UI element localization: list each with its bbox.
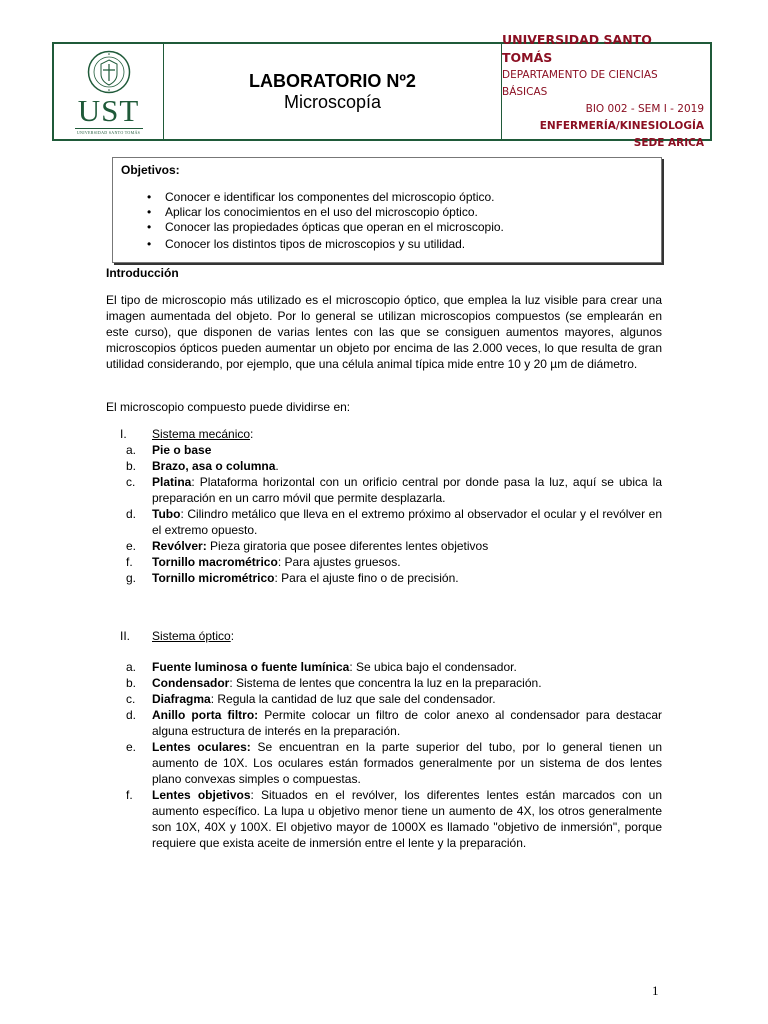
optical-label-colon: :	[230, 629, 235, 643]
optical-section	[106, 628, 662, 851]
item-letter: c.	[126, 692, 136, 706]
item-term: Lentes objetivos	[152, 788, 251, 802]
item-term: Lentes oculares:	[152, 740, 251, 754]
item-letter: e.	[126, 539, 137, 553]
optical-label-text: Sistema óptico	[152, 629, 231, 643]
item-letter: b.	[126, 676, 137, 690]
intro-division: El microscopio compuesto puede dividirse en:	[106, 400, 351, 414]
objective-item: • Conocer e identificar los componentes del microscopio óptico.	[147, 190, 661, 205]
optical-list	[106, 659, 662, 851]
mechanical-section	[106, 426, 662, 586]
logo	[54, 44, 164, 139]
item-description: : Regula la cantidad de luz que sale del condensador.	[210, 692, 496, 706]
item-description: Pieza giratoria que posee diferentes lentes objetivos	[206, 539, 489, 553]
objective-item: • Aplicar los conocimientos en el uso del microscopio óptico.	[147, 205, 661, 220]
item-term: Diafragma	[152, 692, 211, 706]
item-term: Platina	[152, 475, 192, 489]
item-term: Tubo	[152, 507, 181, 521]
campus-name: SEDE ARICA	[633, 137, 704, 149]
mechanical-label-text: Sistema mecánico	[152, 427, 251, 441]
item-description: Se encuentran en la parte superior del tubo, por lo general tienen un aumento de 10X. Los oculares están formados generalmente por un sistema de dos lentes plano convexas simples o compuestas.	[152, 740, 662, 786]
mechanical-item	[106, 458, 662, 474]
item-description: : Para ajustes gruesos.	[277, 555, 401, 569]
item-description: : Sistema de lentes que concentra la luz en la preparación.	[229, 676, 542, 690]
mechanical-label	[152, 426, 253, 442]
logo-subtext: UNIVERSIDAD SANTO TOMÁS	[76, 130, 141, 135]
title-block	[164, 44, 502, 139]
item-letter: d.	[126, 507, 137, 521]
mechanical-label-colon: :	[250, 427, 254, 441]
optical-item	[106, 675, 662, 691]
page-number: 1	[652, 983, 659, 998]
item-description: : Cilindro metálico que lleva en el extremo próximo al observador el ocular y el revólver en el extremo opuesto.	[152, 507, 662, 537]
item-letter: c.	[126, 475, 136, 489]
item-letter: f.	[126, 555, 133, 569]
lab-subtitle: Microscopía	[283, 91, 382, 112]
department-name: DEPARTAMENTO DE CIENCIAS BÁSICAS	[502, 69, 658, 98]
mechanical-numeral: I.	[120, 427, 127, 441]
mechanical-item	[106, 474, 662, 506]
career-name: ENFERMERÍA/KINESIOLOGÍA	[539, 120, 704, 132]
item-description: : Se ubica bajo el condensador.	[349, 660, 517, 674]
item-letter: a.	[126, 660, 137, 674]
logo-text: UST	[77, 93, 140, 128]
item-term: Brazo, asa o columna	[152, 459, 276, 473]
document-header	[52, 32, 712, 149]
intro-paragraph: El tipo de microscopio más utilizado es el microscopio óptico, que emplea la luz visible para crear una imagen aumentada del objeto. Por lo general se utilizan microscopios compuestos (se emplearán en este curso), que disponen de varias lentes con las que se consiguen aumentos mayores, algunos microscopios ópticos pueden aumentar un objeto por encima de las 2.000 veces, lo que resulta de gran utilidad considerando, por ejemplo, que una célula animal típica mide entre 10 y 20 µm de diámetro.	[106, 293, 662, 371]
item-term: Tornillo micrométrico	[152, 571, 275, 585]
objectives-title: Objetivos:	[121, 163, 180, 177]
objective-item: • Conocer los distintos tipos de microscopios y su utilidad.	[147, 237, 661, 252]
item-description: : Para el ajuste fino o de precisión.	[274, 571, 459, 585]
item-letter: d.	[126, 708, 137, 722]
item-description: Permite colocar un filtro de color anexo al condensador para destacar alguna estructura de interés en la preparación.	[152, 708, 663, 738]
item-term: Condensador	[152, 676, 230, 690]
objectives-box	[112, 157, 662, 263]
intro-heading: Introducción	[106, 266, 179, 280]
item-term: Tornillo macrométrico	[152, 555, 278, 569]
university-seal-icon	[87, 50, 131, 94]
optical-item	[106, 739, 662, 787]
item-letter: g.	[126, 571, 137, 585]
objective-item: • Conocer las propiedades ópticas que operan en el microscopio.	[147, 220, 661, 235]
optical-numeral: II.	[120, 629, 131, 643]
optical-item	[106, 659, 662, 675]
item-term: Anillo porta filtro:	[152, 708, 259, 722]
mechanical-item	[106, 442, 662, 458]
logo-divider	[75, 128, 143, 129]
optical-label	[152, 628, 234, 644]
optical-item	[106, 707, 662, 739]
lab-title: LABORATORIO Nº2	[249, 70, 416, 91]
university-name: UNIVERSIDAD SANTO TOMÁS	[502, 32, 652, 65]
item-letter: a.	[126, 443, 137, 457]
item-description: .	[275, 459, 279, 473]
item-term: Revólver:	[152, 539, 207, 553]
optical-item	[106, 787, 662, 851]
course-code: BIO 002 - SEM I - 2019	[585, 103, 704, 115]
item-letter: e.	[126, 740, 137, 754]
objectives-list	[121, 190, 661, 252]
item-letter: b.	[126, 459, 137, 473]
optical-item	[106, 691, 662, 707]
mechanical-list	[106, 442, 662, 586]
mechanical-item	[106, 570, 662, 586]
university-block	[502, 32, 710, 149]
mechanical-item	[106, 538, 662, 554]
item-term: Pie o base	[152, 443, 212, 457]
item-letter: f.	[126, 788, 133, 802]
mechanical-item	[106, 554, 662, 570]
item-term: Fuente luminosa o fuente lumínica	[152, 660, 350, 674]
mechanical-item	[106, 506, 662, 538]
item-description: : Situados en el revólver, los diferentes lentes están marcados con un aumento específico. La lupa u objetivo menor tiene un aumento de 4X, los otros generalmente son 10X, 40X y 100X. El objetivo mayor de 1000X es llamado "objetivo de inmersión", porque requiere que exista aceite de inmersión entre el lente y la preparación.	[152, 788, 663, 850]
item-description: : Plataforma horizontal con un orificio central por donde pasa la luz, aquí se ubica la preparación en un carro móvil que permite desplazarla.	[152, 475, 662, 505]
